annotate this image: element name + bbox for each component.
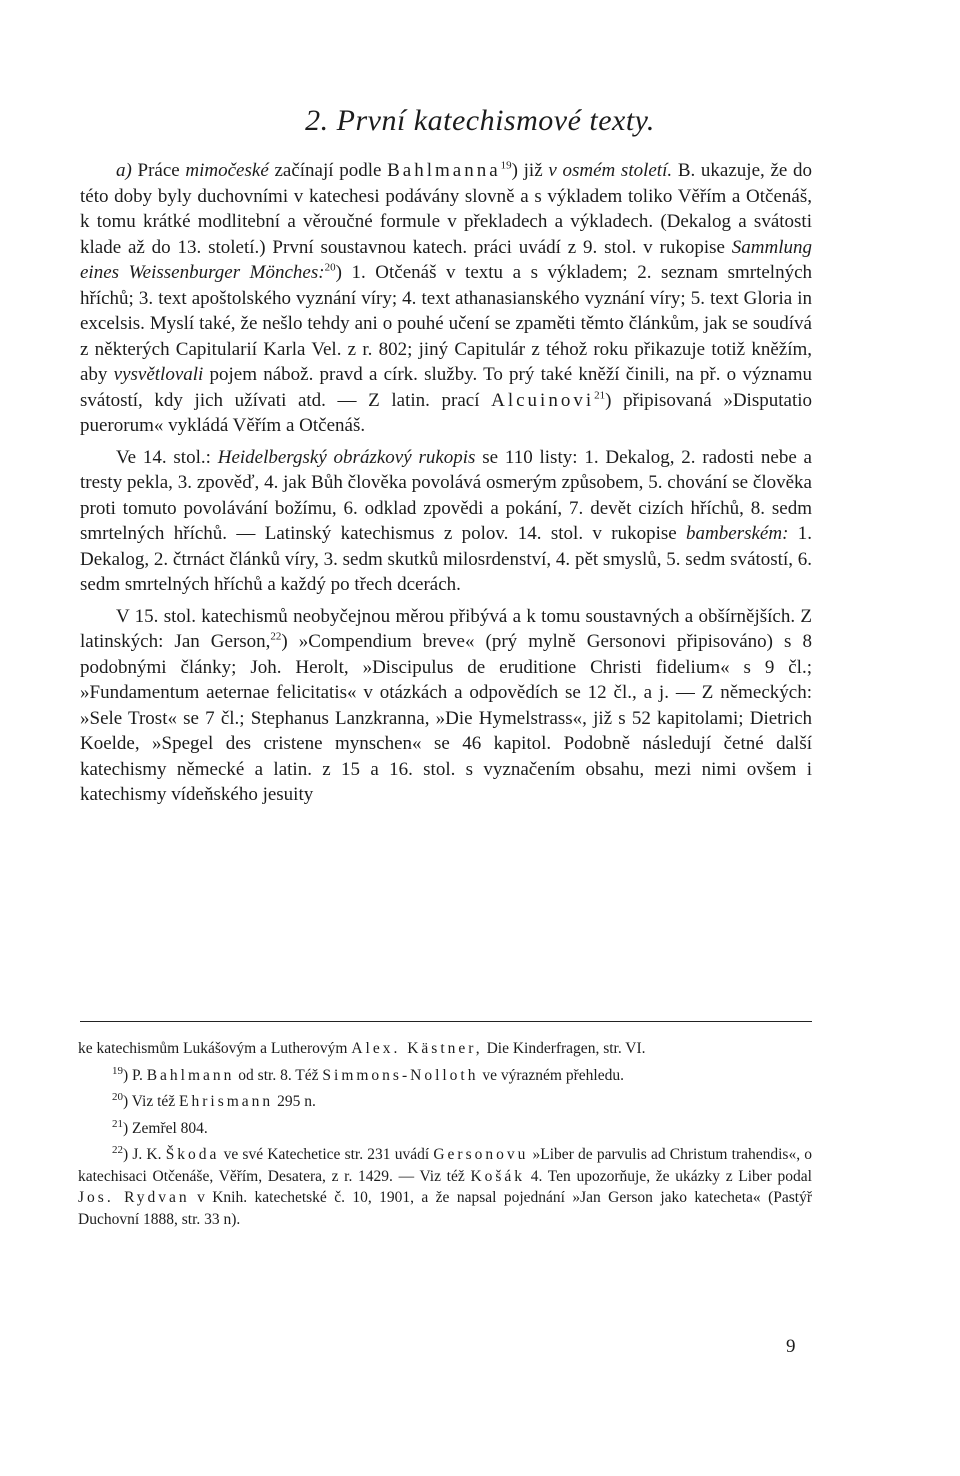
emphasis: v osmém století. xyxy=(548,160,673,181)
footnote-number: 19 xyxy=(112,1064,123,1077)
author-name: Košák xyxy=(470,1167,526,1185)
footnote-ref: 19 xyxy=(500,159,512,172)
author-name: Jos. Rydvan xyxy=(78,1189,190,1206)
text-run: pojem nábož. pravd a círk. služby. To prý také kněží činili, na př. o významu svátostí, kdy jich užívati atd. — Z latin. prací xyxy=(80,364,813,411)
footnote-21 xyxy=(78,1118,812,1140)
text-run: ) Zemřel 804. xyxy=(123,1119,208,1137)
body-text xyxy=(80,158,812,808)
author-name: Simmons-Nolloth xyxy=(322,1066,479,1084)
text-run: ) připisovaná »Disputatio puerorum« vykládá Věřím a Otčenáš. xyxy=(80,389,812,436)
manuscript-title: Sammlung eines Weissenburger Mönches: xyxy=(80,236,812,283)
text-run: 4. Ten upozorňuje, že ukázky z Liber podal xyxy=(525,1167,812,1185)
footnote-19 xyxy=(78,1065,812,1087)
page-number: 9 xyxy=(786,1336,796,1357)
text-run: ve výrazném přehledu. xyxy=(478,1066,624,1084)
emphasis: mimočeské xyxy=(185,160,269,181)
footnote-continuation xyxy=(78,1038,812,1060)
footnote-22 xyxy=(78,1144,812,1230)
text-run: se 110 listy: 1. Dekalog, 2. radosti nebe a tresty pekla, 3. zpověď, 4. jak Bůh člověka povolává osmerým způsobem, 5. chování se člověka proti tomuto povolávání božímu, 6. odklad zpovědi a pokání, 7. devět cizích hříchů, 8. sedm smrtelných hříchů. — Latinský katechismus z polov. 14. stol. v rukopise xyxy=(80,446,812,544)
text-run: Die Kinderfragen, str. VI. xyxy=(482,1040,646,1057)
footnote-ref: 20 xyxy=(324,261,336,274)
author-name: Ehrismann xyxy=(179,1093,274,1110)
footnote-number: 20 xyxy=(112,1090,123,1103)
author-name: Škoda xyxy=(165,1146,220,1163)
text-run: ) P. xyxy=(123,1066,147,1084)
text-run: Práce xyxy=(131,160,186,181)
text-run: »Liber de parvulis ad Christum trahendis«, o katechisaci Otčenáše, Věřím, Desatera, z r. 1429. — Viz též xyxy=(78,1146,813,1185)
footnote-ref: 22 xyxy=(270,630,282,643)
author-name: Bahlmanna xyxy=(387,160,501,181)
footnotes xyxy=(78,1038,812,1235)
text-run: ke katechismům Lukášovým a Lutherovým xyxy=(78,1040,352,1057)
text-run: B. ukazuje, že do této doby byly duchovními v katechesi podávány slovně a s výkladem toliko Věřím a Otčenáš, k tomu krátké modlitební a věroučné formule v překladech a výkladech. (Dekalog a svátosti klade až do 13. století.) První soustavnou katech. práci uvádí z 9. stol. v rukopise xyxy=(80,160,812,258)
footnote-number: 22 xyxy=(112,1143,123,1156)
footnote-number: 21 xyxy=(112,1117,123,1130)
text-run: v Knih. katechetské č. 10, 1901, a že napsal pojednání »Jan Gerson jako katecheta« (Pastýř Duchovní 1888, str. 33 n). xyxy=(78,1189,812,1228)
manuscript-title: Heidelbergský obrázkový rukopis xyxy=(217,446,476,468)
paragraph-2 xyxy=(80,445,812,598)
text-run: 295 n. xyxy=(273,1093,316,1110)
section-title: První katechismové texty. xyxy=(336,104,655,137)
text-run: ve své Katechetice str. 231 uvádí xyxy=(219,1146,434,1163)
emphasis: vysvětlovali xyxy=(113,364,204,385)
footnote-20 xyxy=(78,1091,812,1113)
text-run: ) již xyxy=(511,160,549,181)
text-run: Ve 14. stol.: xyxy=(116,446,218,468)
list-marker: a) xyxy=(116,160,132,181)
footnote-ref: 21 xyxy=(594,389,606,402)
text-run: ) Viz též xyxy=(123,1093,180,1110)
text-run: ) 1. Otčenáš v textu a s výkladem; 2. seznam smrtelných hříchů; 3. text apoštolského vyznání víry; 4. text athanasianského vyznání víry; 5. text Gloria in excelsis. Myslí také, že nešlo tehdy ani o pouhé učení se zpaměti těmto článkům, jak se soudívá z některých Capitularií Karla Vel. z r. 802; jiný Capitulár z téhož roku přikazuje totiž kněžím, aby xyxy=(80,262,812,385)
footnote-divider xyxy=(80,1021,812,1022)
section-number: 2. xyxy=(305,104,329,137)
text-run: začínají podle xyxy=(268,160,388,181)
paragraph-3 xyxy=(80,604,812,808)
text-run: ) »Compendium breve« (prý mylně Gersonovi připisováno) s 8 podobnými články; Joh. Herolt, »Discipulus de eruditione Christi fidelium« s 9 čl.; »Fundamentum aeternae felicitatis« v otázkách a odpovědích se 12 čl., a j. — Z německých: »Sele Trost« se 7 čl.; Stephanus Lanzkranna, »Die Hymelstrass«, již s 52 kapitolami; Dietrich Koelde, »Spegel des cristene mynschen« se 46 kapitol. Podobně následují četné další katechismy německé a latin. z 15 a 16. stol. s vyznačením obsahu, mezi nimi ovšem i katechismy vídeňského jesuity xyxy=(80,631,812,805)
section-heading xyxy=(0,104,960,138)
author-name: Alex. Kästner, xyxy=(351,1040,483,1057)
text-run: ) J. K. xyxy=(123,1146,166,1163)
text-run: 1. Dekalog, 2. čtrnáct článků víry, 3. sedm skutků milosrdenství, 4. pět smyslů, 5. sedm svátostí, 6. sedm smrtelných hříchů a každý po třech dcerách. xyxy=(80,523,813,595)
paragraph-1 xyxy=(80,158,812,439)
text-run: od str. 8. Též xyxy=(234,1066,323,1084)
author-name: Alcuinovi xyxy=(491,389,595,411)
author-name: Bahlmann xyxy=(146,1066,235,1084)
emphasis: bamberském: xyxy=(686,523,789,544)
author-name: Gersonovu xyxy=(433,1146,529,1163)
text-run: V 15. stol. katechismů neobyčejnou měrou přibývá a k tomu soustavných a obšírnějších. Z latinských: Jan Gerson, xyxy=(80,605,812,652)
